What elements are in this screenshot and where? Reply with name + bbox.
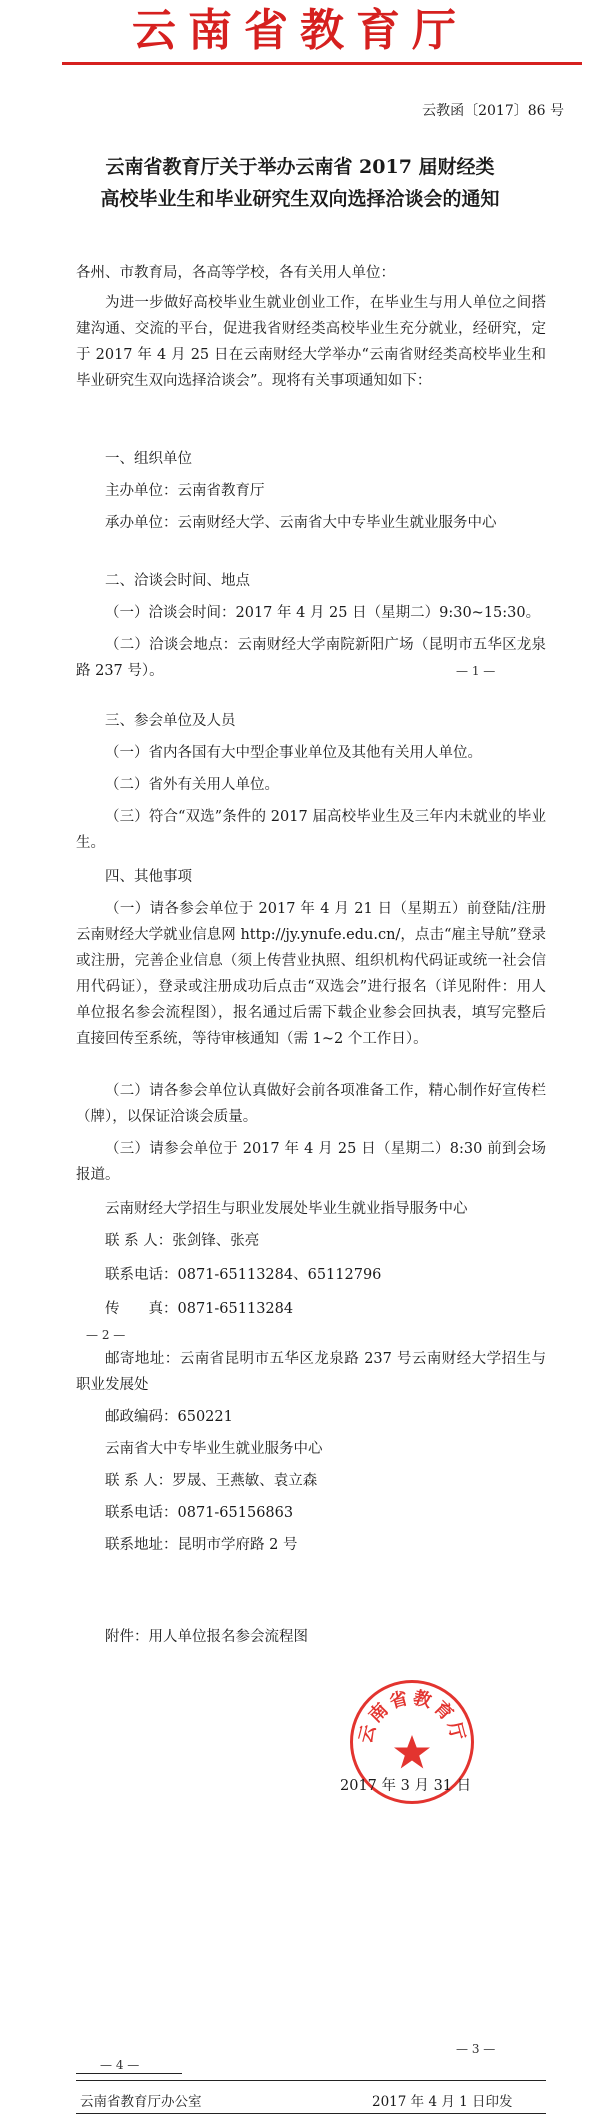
- footer-print-date: 2017 年 4 月 1 日印发: [372, 2094, 513, 2110]
- seal-text: 云南省教育厅: [355, 1687, 469, 1746]
- page-number-2: — 2 —: [86, 1328, 126, 1342]
- host-unit: 主办单位：云南省教育厅: [105, 483, 265, 499]
- footer-divider: [76, 2080, 546, 2081]
- contact1-phone: 联系电话：0871-65113284、65112796: [105, 1267, 382, 1283]
- contact2-phone: 联系电话：0871-65156863: [105, 1505, 294, 1521]
- contact1-person: 联 系 人：张剑锋、张亮: [105, 1233, 260, 1249]
- issue-date: 2017 年 3 月 31 日: [340, 1778, 472, 1794]
- other-item-3: （三）请参会单位于 2017 年 4 月 25 日（星期二）8:30 前到会场报道。: [76, 1141, 546, 1183]
- participant-item-1: （一）省内各国有大中型企事业单位及其他有关用人单位。: [105, 745, 482, 761]
- organizer-unit: 承办单位：云南财经大学、云南省大中专毕业生就业服务中心: [105, 515, 497, 531]
- header-divider: [62, 62, 582, 65]
- seal-star-icon: [394, 1735, 430, 1769]
- agency-header: 云南省教育厅: [132, 5, 468, 56]
- footer-divider-left: [76, 2073, 182, 2074]
- meeting-time: （一）洽谈会时间：2017 年 4 月 25 日（星期二）9:30~15:30。: [105, 605, 541, 621]
- other-item-2: （二）请各参会单位认真做好会前各项准备工作，精心制作好宣传栏（牌），以保证洽谈会质量。: [76, 1083, 546, 1125]
- participant-item-3: （三）符合“双选”条件的 2017 届高校毕业生及三年内未就业的毕业生。: [76, 809, 546, 851]
- contact2-organization: 云南省大中专毕业生就业服务中心: [105, 1441, 323, 1457]
- footer-divider-bottom: [76, 2113, 546, 2114]
- section-1-heading: 一、组织单位: [105, 451, 192, 467]
- contact1-organization: 云南财经大学招生与职业发展处毕业生就业指导服务中心: [105, 1201, 468, 1217]
- attachment-note: 附件：用人单位报名参会流程图: [105, 1629, 308, 1645]
- contact1-postcode: 邮政编码：650221: [105, 1409, 233, 1425]
- contact2-person: 联 系 人：罗晟、王燕敏、袁立森: [105, 1473, 318, 1489]
- participant-item-2: （二）省外有关用人单位。: [105, 777, 279, 793]
- document-title-line2: 高校毕业生和毕业研究生双向选择洽谈会的通知: [100, 188, 500, 210]
- section-2-heading: 二、洽谈会时间、地点: [105, 573, 250, 589]
- contact1-fax: 传 真：0871-65113284: [105, 1301, 294, 1317]
- page-number-1: — 1 —: [456, 664, 496, 678]
- footer-issuer: 云南省教育厅办公室: [80, 2094, 202, 2110]
- section-4-heading: 四、其他事项: [105, 869, 192, 885]
- document-number: 云教函〔2017〕86 号: [422, 103, 564, 119]
- contact1-mail-address: 邮寄地址：云南省昆明市五华区龙泉路 237 号云南财经大学招生与职业发展处: [76, 1351, 546, 1393]
- meeting-place: （二）洽谈会地点：云南财经大学南院新阳广场（昆明市五华区龙泉路 237 号）。: [76, 637, 546, 679]
- salutation: 各州、市教育局，各高等学校，各有关用人单位：: [76, 265, 395, 281]
- page-number-4: — 4 —: [100, 2058, 140, 2072]
- document-title-line1: 云南省教育厅关于举办云南省 2017 届财经类: [105, 156, 495, 178]
- contact2-address: 联系地址：昆明市学府路 2 号: [105, 1537, 298, 1553]
- other-item-1: （一）请各参会单位于 2017 年 4 月 21 日（星期五）前登陆/注册云南财经大学就业信息网 http://jy.ynufe.edu.cn/，点击“雇主导航”登录或注册，完善企业信息（须上传营业执照、组织机构代码证或统一社会信用代码证），登录或注册成功后点击“双选会”进行报名（详见附件：用人单位报名参会流程图），报名通过后需下载企业参会回执表，填写完整后直接回传至系统，等待审核通知（需 1~2 个工作日）。: [76, 901, 546, 1047]
- section-3-heading: 三、参会单位及人员: [105, 713, 236, 729]
- intro-paragraph: 为进一步做好高校毕业生就业创业工作，在毕业生与用人单位之间搭建沟通、交流的平台，促进我省财经类高校毕业生充分就业，经研究，定于 2017 年 4 月 25 日在云南财经大学举办“云南省财经类高校毕业生和毕业研究生双向选择洽谈会”。现将有关事项通知如下：: [76, 295, 546, 389]
- page-number-3: — 3 —: [456, 2042, 496, 2056]
